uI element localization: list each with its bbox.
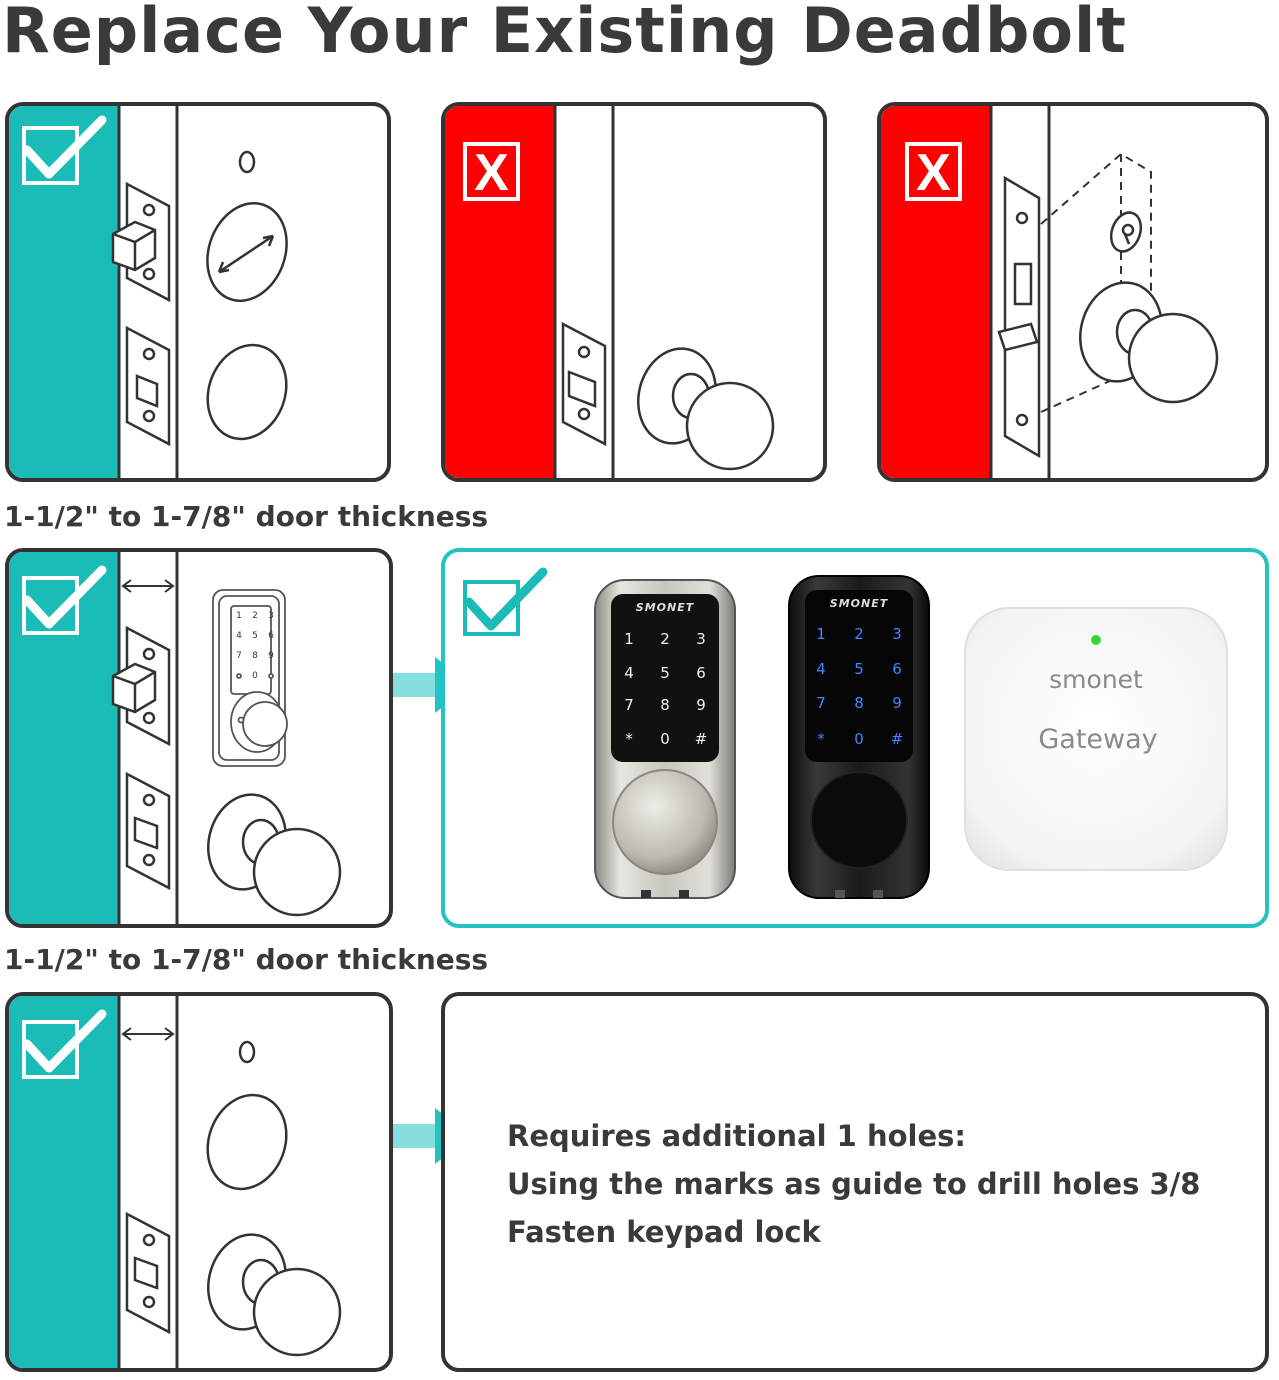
check-icon	[465, 572, 543, 634]
latch-plate	[127, 1214, 169, 1332]
svg-text:smonet: smonet	[1049, 665, 1143, 694]
svg-text:SMONET: SMONET	[635, 601, 695, 614]
svg-text:4: 4	[816, 660, 826, 678]
svg-text:3: 3	[892, 625, 902, 643]
svg-text:6: 6	[268, 631, 274, 641]
panel-knob-door-compatible	[5, 992, 393, 1372]
svg-text:2: 2	[252, 611, 258, 621]
svg-text:1: 1	[816, 625, 826, 643]
cylinder-icon	[1106, 208, 1146, 255]
svg-text:*: *	[817, 730, 825, 748]
svg-text:#: #	[890, 730, 904, 748]
instruction-line: Using the marks as guide to drill holes 3/8	[507, 1167, 1201, 1201]
svg-text:0: 0	[854, 730, 864, 748]
svg-text:2: 2	[660, 630, 670, 648]
svg-text:3: 3	[696, 630, 706, 648]
door-thickness-label: 1-1/2" to 1-7/8" door thickness	[4, 943, 489, 976]
deadbolt-hole	[195, 1084, 299, 1200]
svg-text:9: 9	[268, 651, 274, 661]
panel-products	[441, 548, 1269, 928]
svg-text:SMONET: SMONET	[829, 597, 889, 610]
deadbolt-strike-plate	[113, 628, 169, 744]
svg-text:7: 7	[236, 651, 242, 661]
svg-text:5: 5	[660, 664, 670, 682]
svg-text:4: 4	[624, 664, 634, 682]
latch-plate	[563, 324, 605, 444]
door-knob	[198, 786, 340, 915]
thickness-arrow-icon	[123, 1028, 173, 1040]
door-knob	[628, 340, 773, 469]
instruction-line: Requires additional 1 holes:	[507, 1119, 966, 1153]
knob-hole	[195, 334, 299, 450]
svg-text:8: 8	[660, 696, 670, 714]
svg-text:*: *	[625, 730, 633, 748]
svg-text:1: 1	[236, 611, 242, 621]
panel-incompatible-mortise	[877, 102, 1269, 482]
instruction-list	[507, 1112, 1200, 1256]
door-knob	[1069, 273, 1217, 402]
latch-plate	[127, 328, 169, 444]
instruction-line: Fasten keypad lock	[507, 1215, 821, 1249]
svg-text:8: 8	[854, 694, 864, 712]
panel-compatible-deadbolt	[5, 102, 391, 482]
screw-hole	[240, 152, 254, 172]
svg-text:3: 3	[268, 611, 274, 621]
svg-text:9: 9	[892, 694, 902, 712]
screw-hole	[240, 1042, 254, 1062]
svg-text:4: 4	[236, 631, 242, 641]
page-title: Replace Your Existing Deadbolt	[2, 0, 1127, 67]
svg-text:#: #	[694, 730, 708, 748]
svg-text:6: 6	[892, 660, 902, 678]
door-thickness-label: 1-1/2" to 1-7/8" door thickness	[4, 500, 489, 533]
thickness-arrow-icon	[123, 580, 173, 592]
deadbolt-strike-plate	[113, 184, 169, 300]
svg-text:0: 0	[660, 730, 670, 748]
svg-text:9: 9	[696, 696, 706, 714]
svg-text:2: 2	[854, 625, 864, 643]
latch-plate	[127, 774, 169, 888]
panel-incompatible-knob-only	[441, 102, 827, 482]
keypad-lock-nickel	[595, 580, 735, 898]
keypad-lock-black	[789, 576, 929, 898]
door-knob	[198, 1226, 340, 1355]
svg-text:0: 0	[252, 671, 258, 681]
svg-text:7: 7	[816, 694, 826, 712]
svg-text:X: X	[916, 144, 951, 202]
deadbolt-thumbturn	[194, 192, 300, 312]
svg-text:X: X	[474, 144, 509, 202]
svg-text:6: 6	[696, 664, 706, 682]
svg-text:5: 5	[854, 660, 864, 678]
gateway-device	[965, 608, 1227, 870]
svg-text:5: 5	[252, 631, 258, 641]
panel-keypad-installed	[5, 548, 393, 928]
panel-installation-instructions	[441, 992, 1269, 1372]
svg-text:7: 7	[624, 696, 634, 714]
mortise-faceplate	[999, 178, 1039, 456]
svg-text:1: 1	[624, 630, 634, 648]
svg-text:8: 8	[252, 651, 258, 661]
svg-text:Gateway: Gateway	[1038, 724, 1158, 755]
status-led-icon	[1091, 635, 1101, 645]
